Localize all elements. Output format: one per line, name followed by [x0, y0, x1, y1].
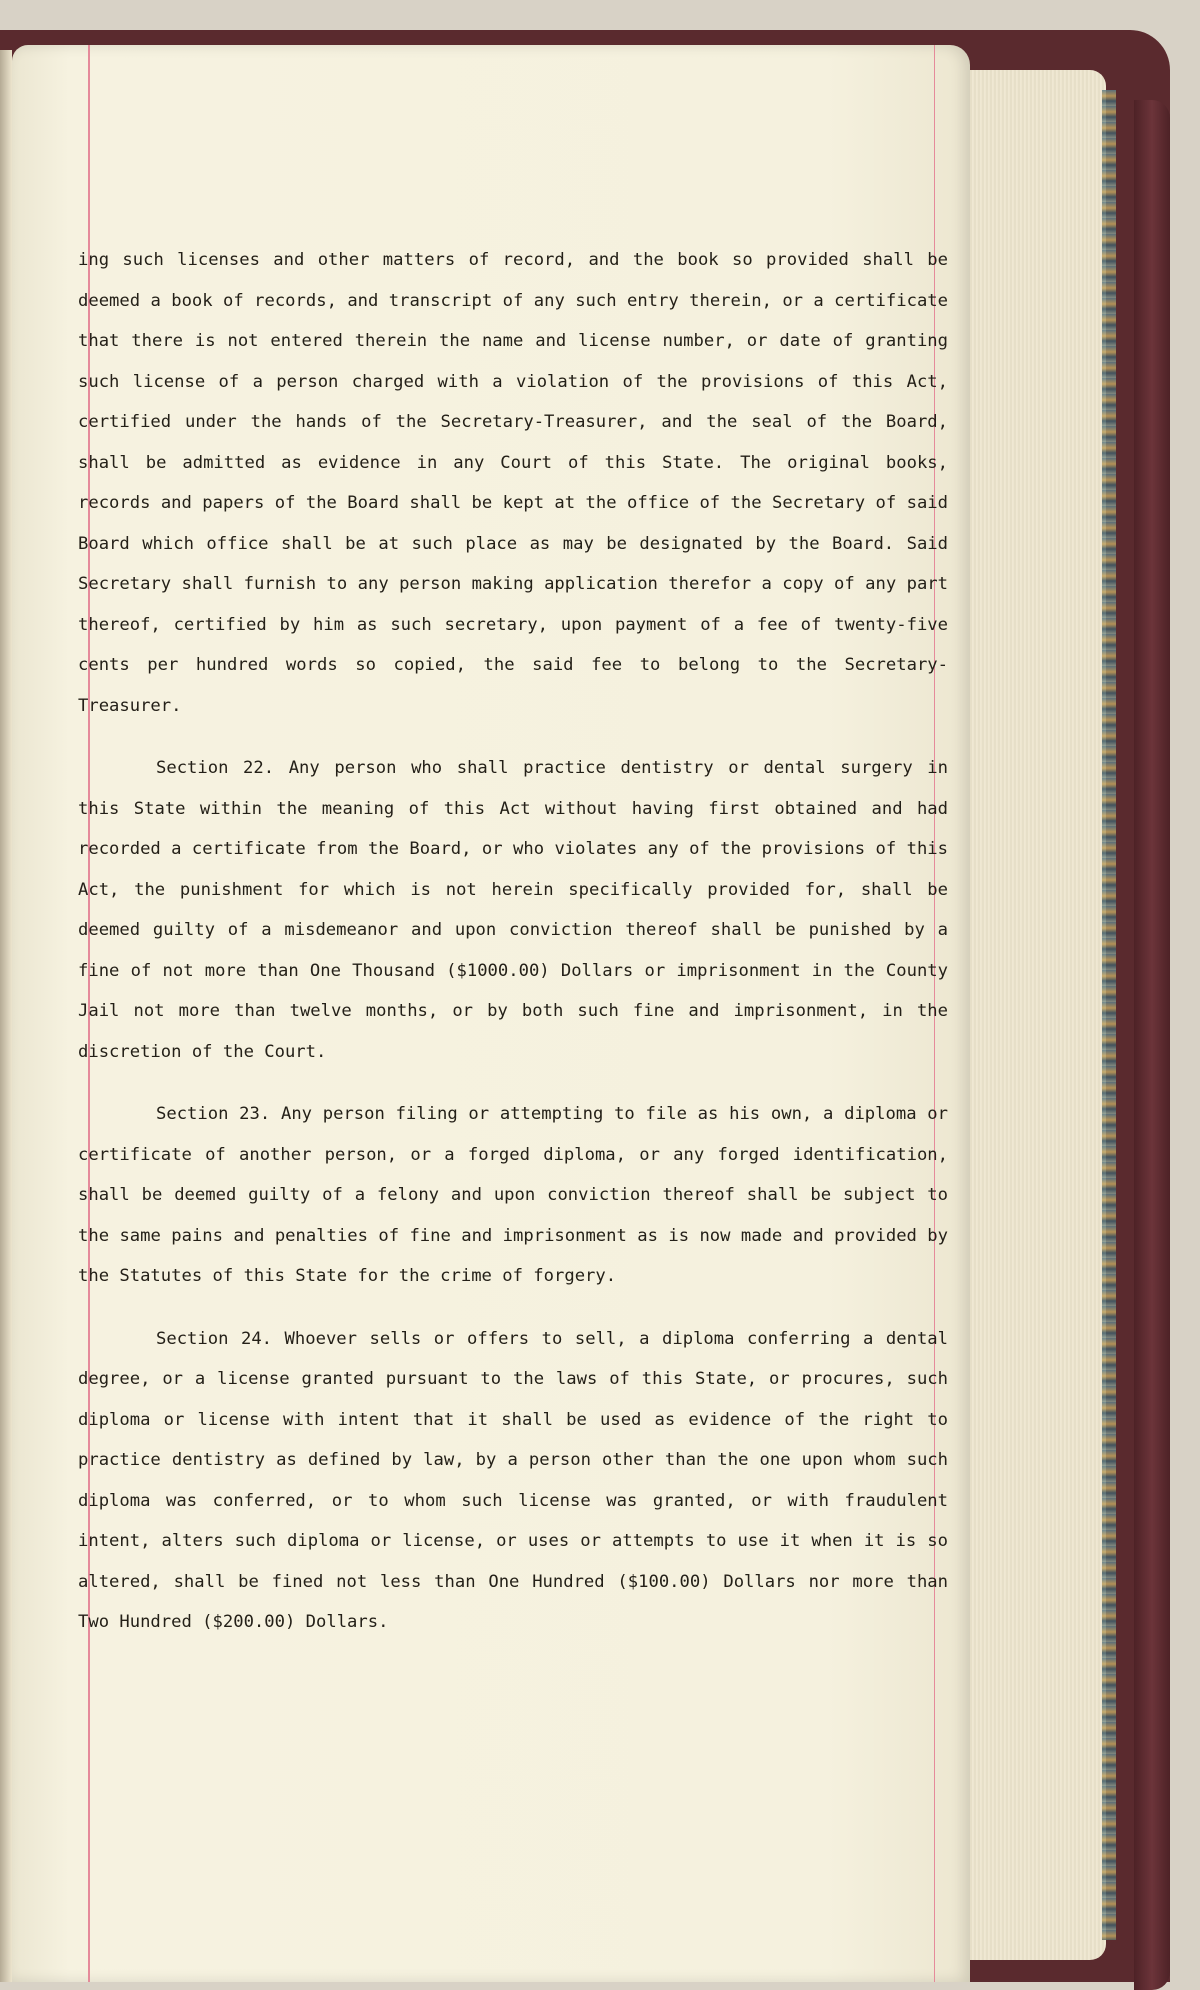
- continued-paragraph: ing such licenses and other matters of record, and the book so provided shall be deemed a book of records, and transcript of any such entry therein, or a certificate that there is not entered therein the name and license number, or date of granting such license of a person charged with a violation of the provisions of this Act, certified under the hands of the Secretary-Treasurer, and the seal of the Board, shall be admitted as evidence in any Court of this State. The original books, records and papers of the Board shall be kept at the office of the Secretary of said Board which office shall be at such place as may be designated by the Board. Said Secretary shall furnish to any person making application therefor a copy of any part thereof, certified by him as such secretary, upon payment of a fee of twenty-five cents per hundred words so copied, the said fee to belong to the Secretary-Treasurer.: [78, 250, 948, 716]
- page-stack: [960, 70, 1106, 1960]
- cover-edge: [1134, 100, 1170, 1990]
- section-22-paragraph: Section 22. Any person who shall practice dentistry or dental surgery in this State within the meaning of this Act without having first obtained and had recorded a certificate from the Board, or who violates any of the provisions of this Act, the punishment for which is not herein specifically provided for, shall be deemed guilty of a misdemeanor and upon conviction thereof shall be punished by a fine of not more than One Thousand ($1000.00) Dollars or imprisonment in the County Jail not more than twelve months, or by both such fine and imprisonment, in the discretion of the Court.: [78, 758, 948, 1062]
- typed-text-body: [78, 240, 948, 1643]
- section-23-paragraph: Section 23. Any person filing or attempting to file as his own, a diploma or certificate of another person, or a forged diploma, or any forged identification, shall be deemed guilty of a felony and upon conviction thereof shall be subject to the same pains and penalties of fine and imprisonment as is now made and provided by the Statutes of this State for the crime of forgery.: [78, 1104, 948, 1286]
- facing-page-edge: [0, 50, 12, 1982]
- section-24-paragraph: Section 24. Whoever sells or offers to sell, a diploma conferring a dental degree, or a license granted pursuant to the laws of this State, or procures, such diploma or license with intent that it shall be used as evidence of the right to practice dentistry as defined by law, by a person other than the one upon whom such diploma was conferred, or to whom such license was granted, or with fraudulent intent, alters such diploma or license, or uses or attempts to use it when it is so altered, shall be fined not less than One Hundred ($100.00) Dollars nor more than Two Hundred ($200.00) Dollars.: [78, 1328, 948, 1632]
- marbled-edge: [1102, 90, 1116, 1940]
